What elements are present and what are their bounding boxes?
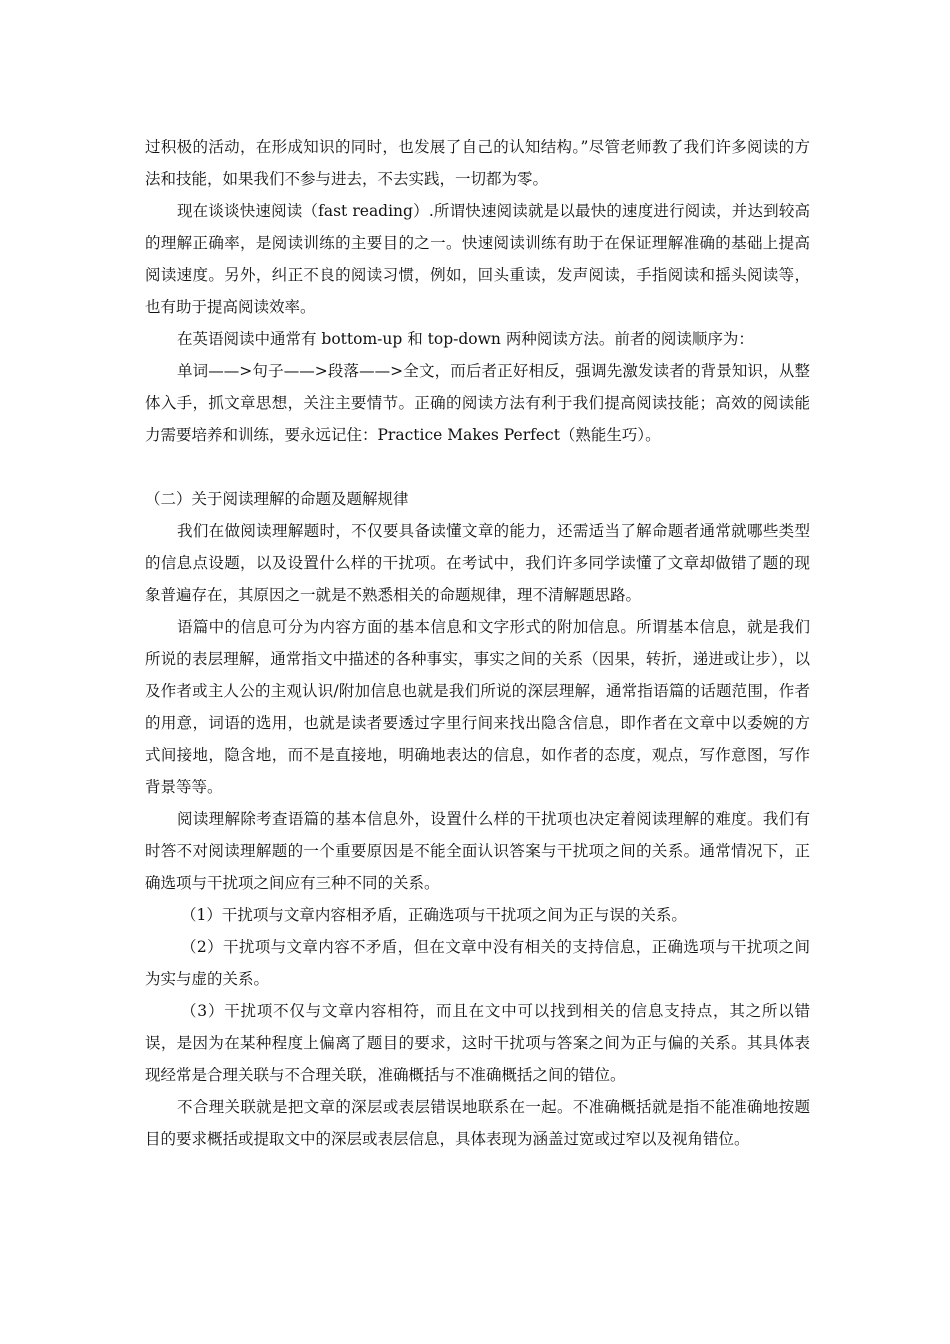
list-item-relation-2: （2）干扰项与文章内容不矛盾，但在文章中没有相关的支持信息，正确选项与干扰项之间为实与虚的关系。 [145,938,810,988]
paragraph-fast-reading: 现在谈谈快速阅读（fast reading）.所谓快速阅读就是以最快的速度进行阅读，并达到较高的理解正确率，是阅读训练的主要目的之一。快速阅读训练有助于在保证理解准确的基础上提高阅读速度。另外，纠正不良的阅读习惯，例如，回头重读，发声阅读，手指阅读和摇头阅读等，也有助于提高阅读效率。 [145,202,810,316]
paragraph-distractors: 阅读理解除考查语篇的基本信息外，设置什么样的干扰项也决定着阅读理解的难度。我们有时答不对阅读理解题的一个重要原因是不能全面认识答案与干扰项之间的关系。通常情况下，正确选项与干扰项之间应有三种不同的关系。 [145,810,810,892]
paragraph-reading-methods: 在英语阅读中通常有 bottom-up 和 top-down 两种阅读方法。前者的阅读顺序为： [177,330,754,348]
section-heading: （二）关于阅读理解的命题及题解规律 [145,490,409,508]
document-body [145,131,810,1155]
paragraph-question-design: 我们在做阅读理解题时，不仅要具备读懂文章的能力，还需适当了解命题者通常就哪些类型的信息点设题，以及设置什么样的干扰项。在考试中，我们许多同学读懂了文章却做错了题的现象普遍存在，其原因之一就是不熟悉相关的命题规律，理不清解题思路。 [145,522,810,604]
paragraph-bottom-up-order: 单词——>句子——>段落——>全文，而后者正好相反，强调先激发读者的背景知识，从整体入手，抓文章思想，关注主要情节。正确的阅读方法有利于我们提高阅读技能；高效的阅读能力需要培养和训练，要永远记住：Practice Makes Perfect（熟能生巧）。 [145,362,810,444]
list-item-relation-3: （3）干扰项不仅与文章内容相符，而且在文中可以找到相关的信息支持点，其之所以错误，是因为在某种程度上偏离了题目的要求，这时干扰项与答案之间为正与偏的关系。其具体表现经常是合理关联与不合理关联，准确概括与不准确概括之间的错位。 [145,1002,810,1084]
list-item-relation-1: （1）干扰项与文章内容相矛盾，正确选项与干扰项之间为正与误的关系。 [181,906,687,924]
paragraph-continuation: 过积极的活动，在形成知识的同时，也发展了自己的认知结构。”尽管老师教了我们许多阅读的方法和技能，如果我们不参与进去，不去实践，一切都为零。 [145,138,810,188]
paragraph-information-types: 语篇中的信息可分为内容方面的基本信息和文字形式的附加信息。所谓基本信息，就是我们所说的表层理解，通常指文中描述的各种事实，事实之间的关系（因果，转折，递进或让步），以及作者或主人公的主观认识/附加信息也就是我们所说的深层理解，通常指语篇的话题范围，作者的用意，词语的选用，也就是读者要透过字里行间来找出隐含信息，即作者在文章中以委婉的方式间接地，隐含地，而不是直接地，明确地表达的信息，如作者的态度，观点，写作意图，写作背景等等。 [145,618,810,796]
paragraph-unreasonable-association: 不合理关联就是把文章的深层或表层错误地联系在一起。不准确概括就是指不能准确地按题目的要求概括或提取文中的深层或表层信息，具体表现为涵盖过宽或过窄以及视角错位。 [145,1098,810,1148]
